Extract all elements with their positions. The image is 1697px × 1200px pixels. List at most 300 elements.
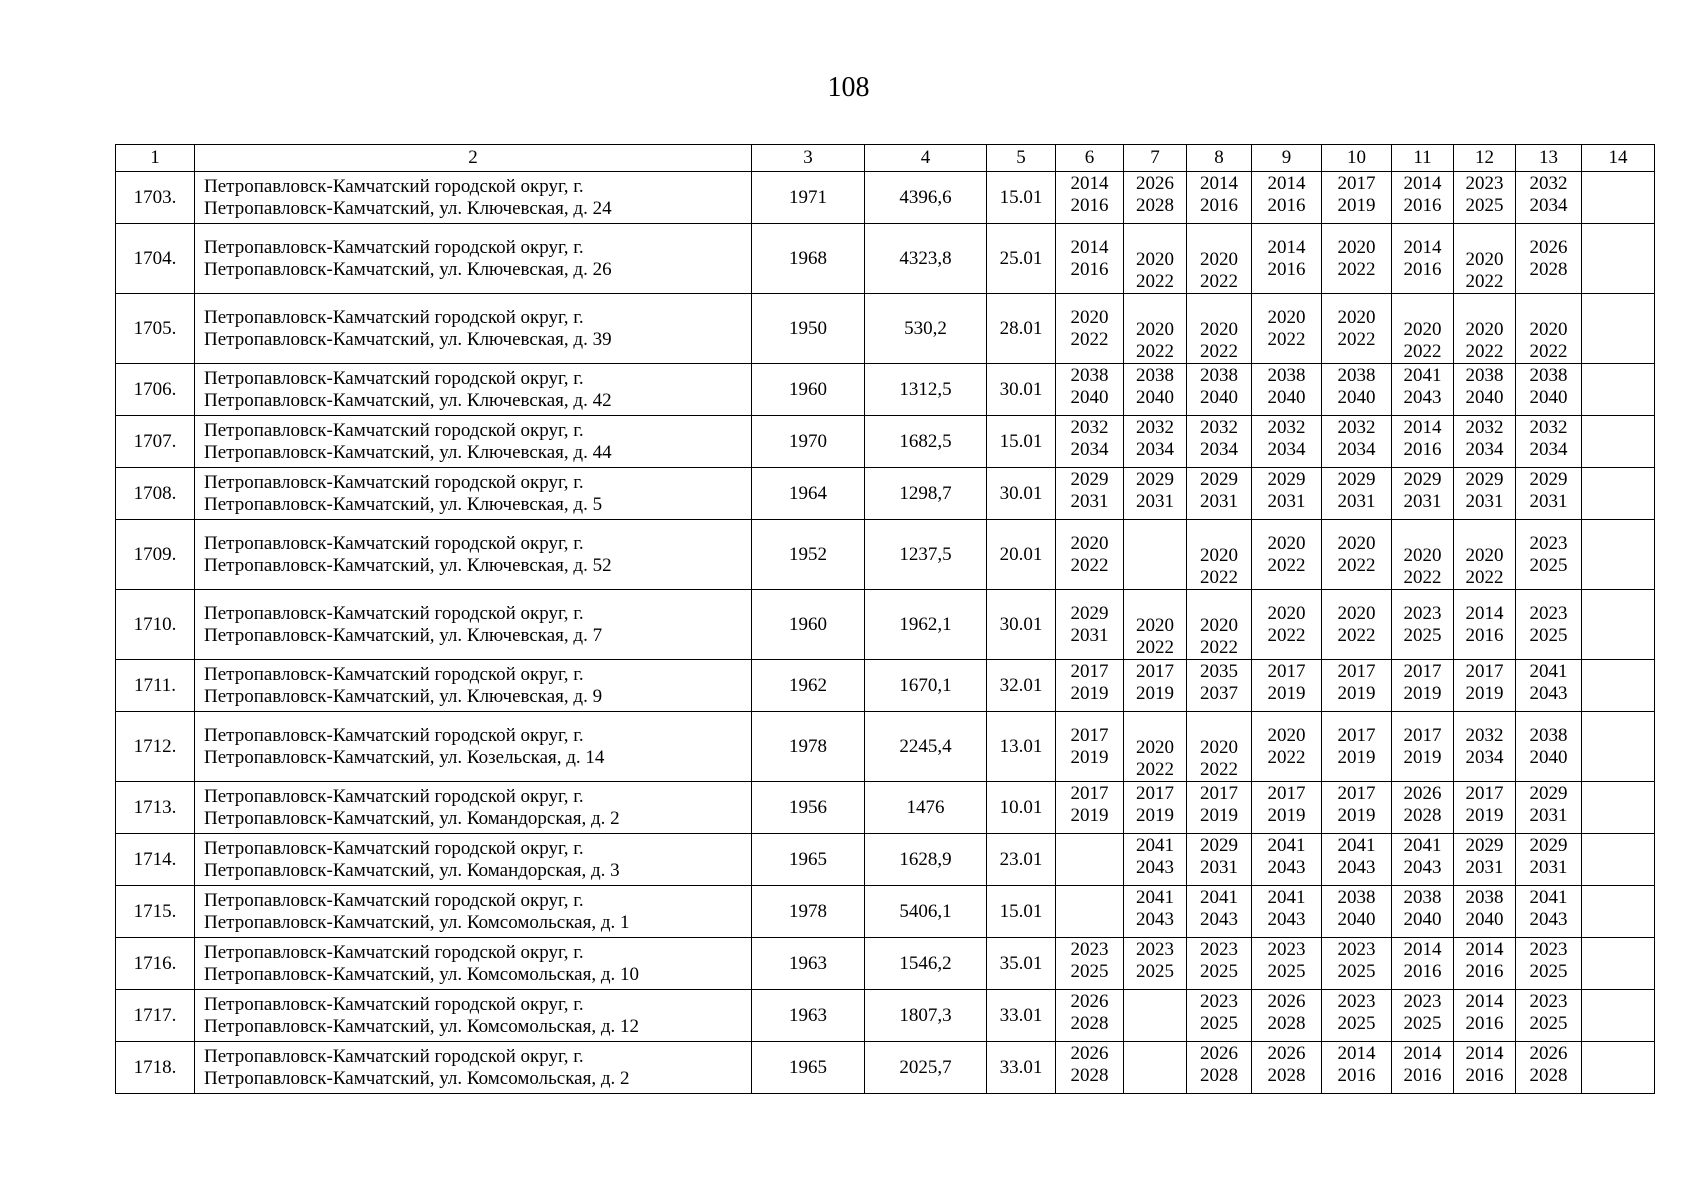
repair-period-cell — [1516, 660, 1582, 712]
total-area: 2025,7 — [865, 1042, 987, 1094]
period-start-year: 2014 — [1070, 236, 1109, 258]
period-end-year: 2016 — [1465, 1012, 1504, 1034]
period-start-year: 2023 — [1403, 602, 1442, 624]
build-year: 1962 — [752, 660, 865, 712]
wear-code: 30.01 — [987, 364, 1056, 416]
period-start-year: 2017 — [1070, 660, 1109, 682]
period-end-year: 2031 — [1465, 490, 1504, 512]
repair-period-cell — [1516, 712, 1582, 782]
period-start-year: 2038 — [1465, 364, 1504, 386]
period-end-year: 2040 — [1337, 386, 1376, 408]
period-end-year: 2028 — [1529, 1064, 1568, 1086]
repair-period-cell — [1582, 364, 1655, 416]
build-year: 1960 — [752, 590, 865, 660]
address-cell — [195, 294, 752, 364]
address-cell — [195, 172, 752, 224]
address-line: Петропавловск-Камчатский, ул. Ключевская, д. 5 — [204, 493, 603, 515]
repair-period-cell — [1124, 468, 1187, 520]
address-line: Петропавловск-Камчатский городской округ, г. — [204, 419, 584, 441]
repair-period-cell — [1252, 886, 1322, 938]
period-start-year: 2023 — [1337, 938, 1376, 960]
period-start-year: 2020 — [1200, 736, 1238, 758]
period-end-year: 2022 — [1403, 566, 1442, 588]
total-area: 4396,6 — [865, 172, 987, 224]
period-end-year: 2022 — [1403, 340, 1442, 362]
repair-period-cell — [1252, 172, 1322, 224]
repair-period-cell — [1252, 834, 1322, 886]
period-end-year: 2025 — [1529, 960, 1568, 982]
repair-period-cell — [1322, 938, 1392, 990]
repair-period-cell — [1454, 782, 1516, 834]
repair-period-cell — [1516, 590, 1582, 660]
address-cell — [195, 886, 752, 938]
column-header: 10 — [1322, 145, 1392, 172]
period-end-year: 2031 — [1403, 490, 1442, 512]
table-row — [116, 172, 1655, 224]
period-start-year: 2038 — [1267, 364, 1306, 386]
period-start-year: 2017 — [1337, 782, 1376, 804]
address-cell — [195, 990, 752, 1042]
period-end-year: 2022 — [1337, 328, 1376, 350]
period-start-year: 2038 — [1136, 364, 1174, 386]
period-end-year: 2031 — [1136, 490, 1174, 512]
period-start-year: 2041 — [1267, 834, 1306, 856]
address-line: Петропавловск-Камчатский городской округ, г. — [204, 941, 584, 963]
period-start-year: 2014 — [1267, 172, 1306, 194]
period-start-year: 2014 — [1267, 236, 1306, 258]
period-end-year: 2016 — [1267, 258, 1306, 280]
column-header: 2 — [195, 145, 752, 172]
period-end-year: 2043 — [1267, 856, 1306, 878]
repair-period-cell — [1187, 782, 1252, 834]
repair-period-cell — [1124, 886, 1187, 938]
period-end-year: 2016 — [1070, 258, 1109, 280]
period-end-year: 2028 — [1200, 1064, 1238, 1086]
repair-period-cell — [1454, 468, 1516, 520]
repair-period-cell — [1454, 590, 1516, 660]
period-start-year: 2029 — [1337, 468, 1376, 490]
repair-period-cell — [1454, 712, 1516, 782]
address-cell — [195, 938, 752, 990]
repair-period-cell — [1516, 886, 1582, 938]
period-end-year: 2037 — [1200, 682, 1238, 704]
total-area: 1962,1 — [865, 590, 987, 660]
period-start-year: 2023 — [1529, 938, 1568, 960]
repair-period-cell — [1582, 468, 1655, 520]
period-start-year: 2014 — [1403, 416, 1442, 438]
repair-period-cell — [1056, 834, 1124, 886]
address-cell — [195, 468, 752, 520]
row-number: 1703. — [116, 172, 195, 224]
period-end-year: 2043 — [1403, 386, 1442, 408]
period-end-year: 2031 — [1070, 624, 1109, 646]
repair-period-cell — [1322, 224, 1392, 294]
repair-period-cell — [1392, 468, 1454, 520]
repair-period-cell — [1454, 364, 1516, 416]
address-line: Петропавловск-Камчатский городской округ, г. — [204, 236, 584, 258]
period-start-year: 2041 — [1529, 886, 1568, 908]
repair-period-cell — [1392, 364, 1454, 416]
repair-period-cell — [1124, 520, 1187, 590]
column-header: 11 — [1392, 145, 1454, 172]
period-start-year: 2026 — [1070, 990, 1109, 1012]
repair-period-cell — [1454, 416, 1516, 468]
repair-period-cell — [1392, 590, 1454, 660]
repair-period-cell — [1252, 224, 1322, 294]
build-year: 1960 — [752, 364, 865, 416]
wear-code: 23.01 — [987, 834, 1056, 886]
period-end-year: 2022 — [1136, 270, 1174, 292]
total-area: 530,2 — [865, 294, 987, 364]
repair-period-cell — [1187, 712, 1252, 782]
address-line: Петропавловск-Камчатский, ул. Ключевская, д. 26 — [204, 258, 612, 280]
total-area: 1807,3 — [865, 990, 987, 1042]
repair-period-cell — [1056, 782, 1124, 834]
period-end-year: 2028 — [1403, 804, 1442, 826]
repair-period-cell — [1056, 294, 1124, 364]
total-area: 1298,7 — [865, 468, 987, 520]
repair-period-cell — [1454, 660, 1516, 712]
repair-period-cell — [1187, 172, 1252, 224]
repair-period-cell — [1454, 224, 1516, 294]
repair-period-cell — [1582, 782, 1655, 834]
repair-period-cell — [1516, 938, 1582, 990]
table-row — [116, 834, 1655, 886]
wear-code: 10.01 — [987, 782, 1056, 834]
period-end-year: 2016 — [1267, 194, 1306, 216]
period-start-year: 2020 — [1337, 532, 1376, 554]
period-start-year: 2017 — [1337, 724, 1376, 746]
period-start-year: 2041 — [1200, 886, 1238, 908]
address-line: Петропавловск-Камчатский городской округ, г. — [204, 724, 584, 746]
period-end-year: 2025 — [1403, 1012, 1442, 1034]
repair-period-cell — [1582, 938, 1655, 990]
period-start-year: 2041 — [1337, 834, 1376, 856]
period-end-year: 2022 — [1337, 624, 1376, 646]
period-start-year: 2026 — [1267, 990, 1306, 1012]
repair-period-cell — [1582, 712, 1655, 782]
period-start-year: 2020 — [1070, 532, 1109, 554]
period-start-year: 2014 — [1465, 1042, 1504, 1064]
repair-period-cell — [1187, 990, 1252, 1042]
repair-period-cell — [1056, 886, 1124, 938]
wear-code: 33.01 — [987, 1042, 1056, 1094]
period-end-year: 2016 — [1403, 258, 1442, 280]
build-year: 1968 — [752, 224, 865, 294]
period-end-year: 2040 — [1267, 386, 1306, 408]
period-end-year: 2034 — [1465, 746, 1504, 768]
table-row — [116, 224, 1655, 294]
repair-period-cell — [1056, 660, 1124, 712]
period-start-year: 2038 — [1465, 886, 1504, 908]
repair-period-cell — [1252, 364, 1322, 416]
address-line: Петропавловск-Камчатский, ул. Ключевская, д. 9 — [204, 685, 603, 707]
period-end-year: 2022 — [1337, 554, 1376, 576]
repair-period-cell — [1582, 660, 1655, 712]
repair-period-cell — [1392, 416, 1454, 468]
period-start-year: 2032 — [1267, 416, 1306, 438]
repair-period-cell — [1582, 990, 1655, 1042]
period-start-year: 2017 — [1200, 782, 1238, 804]
row-number: 1715. — [116, 886, 195, 938]
repair-period-cell — [1516, 364, 1582, 416]
table-row — [116, 468, 1655, 520]
repair-period-cell — [1392, 660, 1454, 712]
period-start-year: 2020 — [1136, 736, 1174, 758]
row-number: 1713. — [116, 782, 195, 834]
wear-code: 30.01 — [987, 468, 1056, 520]
period-end-year: 2019 — [1267, 682, 1306, 704]
period-end-year: 2016 — [1403, 1064, 1442, 1086]
total-area: 1546,2 — [865, 938, 987, 990]
repair-period-cell — [1056, 1042, 1124, 1094]
period-start-year: 2029 — [1529, 834, 1568, 856]
column-header: 5 — [987, 145, 1056, 172]
repair-period-cell — [1187, 938, 1252, 990]
row-number: 1710. — [116, 590, 195, 660]
table-row — [116, 1042, 1655, 1094]
period-end-year: 2040 — [1200, 386, 1238, 408]
period-end-year: 2043 — [1136, 856, 1174, 878]
address-line: Петропавловск-Камчатский городской округ, г. — [204, 471, 584, 493]
row-number: 1714. — [116, 834, 195, 886]
period-start-year: 2020 — [1337, 602, 1376, 624]
period-end-year: 2025 — [1337, 1012, 1376, 1034]
period-start-year: 2023 — [1529, 990, 1568, 1012]
period-start-year: 2029 — [1267, 468, 1306, 490]
address-line: Петропавловск-Камчатский, ул. Комсомольская, д. 12 — [204, 1015, 639, 1037]
repair-period-cell — [1392, 1042, 1454, 1094]
column-header: 9 — [1252, 145, 1322, 172]
period-start-year: 2032 — [1529, 172, 1568, 194]
period-end-year: 2025 — [1529, 1012, 1568, 1034]
period-end-year: 2025 — [1529, 624, 1568, 646]
period-start-year: 2017 — [1403, 724, 1442, 746]
period-start-year: 2020 — [1136, 614, 1174, 636]
repair-period-cell — [1056, 990, 1124, 1042]
period-end-year: 2031 — [1267, 490, 1306, 512]
column-header: 4 — [865, 145, 987, 172]
period-start-year: 2029 — [1200, 468, 1238, 490]
column-header: 6 — [1056, 145, 1124, 172]
address-line: Петропавловск-Камчатский, ул. Ключевская, д. 39 — [204, 328, 612, 350]
column-header: 8 — [1187, 145, 1252, 172]
period-start-year: 2014 — [1465, 938, 1504, 960]
period-end-year: 2016 — [1403, 960, 1442, 982]
period-start-year: 2029 — [1529, 468, 1568, 490]
period-end-year: 2028 — [1070, 1012, 1109, 1034]
period-end-year: 2022 — [1529, 340, 1568, 362]
repair-period-cell — [1582, 416, 1655, 468]
period-end-year: 2040 — [1529, 746, 1568, 768]
repair-period-cell — [1322, 364, 1392, 416]
period-start-year: 2026 — [1070, 1042, 1109, 1064]
period-end-year: 2025 — [1267, 960, 1306, 982]
wear-code: 15.01 — [987, 416, 1056, 468]
period-start-year: 2017 — [1465, 660, 1504, 682]
period-end-year: 2031 — [1529, 856, 1568, 878]
build-year: 1964 — [752, 468, 865, 520]
period-start-year: 2017 — [1070, 782, 1109, 804]
period-end-year: 2043 — [1200, 908, 1238, 930]
period-end-year: 2022 — [1337, 258, 1376, 280]
table-row — [116, 886, 1655, 938]
address-line: Петропавловск-Камчатский, ул. Ключевская, д. 42 — [204, 389, 612, 411]
period-start-year: 2038 — [1200, 364, 1238, 386]
period-start-year: 2029 — [1465, 834, 1504, 856]
repair-period-cell — [1392, 782, 1454, 834]
repair-period-cell — [1124, 590, 1187, 660]
period-end-year: 2025 — [1070, 960, 1109, 982]
period-end-year: 2022 — [1200, 270, 1238, 292]
wear-code: 35.01 — [987, 938, 1056, 990]
repair-period-cell — [1187, 834, 1252, 886]
repair-period-cell — [1056, 364, 1124, 416]
period-end-year: 2019 — [1337, 804, 1376, 826]
row-number: 1711. — [116, 660, 195, 712]
period-end-year: 2019 — [1337, 682, 1376, 704]
repair-period-cell — [1392, 886, 1454, 938]
address-line: Петропавловск-Камчатский, ул. Козельская, д. 14 — [204, 746, 605, 768]
build-year: 1963 — [752, 990, 865, 1042]
address-line: Петропавловск-Камчатский городской округ, г. — [204, 532, 584, 554]
period-start-year: 2029 — [1403, 468, 1442, 490]
repair-period-cell — [1124, 1042, 1187, 1094]
period-start-year: 2038 — [1529, 364, 1568, 386]
address-line: Петропавловск-Камчатский, ул. Комсомольская, д. 2 — [204, 1067, 630, 1089]
address-line: Петропавловск-Камчатский городской округ, г. — [204, 993, 584, 1015]
period-end-year: 2025 — [1529, 554, 1568, 576]
build-year: 1971 — [752, 172, 865, 224]
period-start-year: 2014 — [1465, 602, 1504, 624]
period-end-year: 2031 — [1529, 804, 1568, 826]
total-area: 2245,4 — [865, 712, 987, 782]
period-end-year: 2022 — [1465, 340, 1504, 362]
period-start-year: 2020 — [1465, 544, 1504, 566]
period-end-year: 2028 — [1070, 1064, 1109, 1086]
build-year: 1978 — [752, 886, 865, 938]
address-line: Петропавловск-Камчатский городской округ, г. — [204, 663, 584, 685]
period-start-year: 2020 — [1200, 318, 1238, 340]
period-end-year: 2022 — [1267, 624, 1306, 646]
build-year: 1970 — [752, 416, 865, 468]
period-end-year: 2034 — [1070, 438, 1109, 460]
repair-period-cell — [1516, 416, 1582, 468]
repair-period-cell — [1392, 938, 1454, 990]
repair-period-cell — [1392, 224, 1454, 294]
page-number: 108 — [827, 72, 870, 103]
repair-period-cell — [1187, 364, 1252, 416]
repair-period-cell — [1056, 712, 1124, 782]
wear-code: 33.01 — [987, 990, 1056, 1042]
period-start-year: 2020 — [1529, 318, 1568, 340]
period-end-year: 2043 — [1529, 682, 1568, 704]
period-start-year: 2017 — [1337, 172, 1376, 194]
total-area: 1237,5 — [865, 520, 987, 590]
period-end-year: 2019 — [1070, 746, 1109, 768]
repair-period-cell — [1582, 834, 1655, 886]
repair-period-cell — [1056, 520, 1124, 590]
period-start-year: 2032 — [1337, 416, 1376, 438]
repair-period-cell — [1056, 416, 1124, 468]
period-end-year: 2043 — [1267, 908, 1306, 930]
period-start-year: 2026 — [1403, 782, 1442, 804]
repair-period-cell — [1516, 172, 1582, 224]
wear-code: 15.01 — [987, 886, 1056, 938]
period-start-year: 2023 — [1403, 990, 1442, 1012]
period-end-year: 2022 — [1200, 566, 1238, 588]
period-start-year: 2017 — [1136, 660, 1174, 682]
period-end-year: 2022 — [1136, 636, 1174, 658]
repair-period-cell — [1582, 294, 1655, 364]
address-line: Петропавловск-Камчатский городской округ, г. — [204, 1045, 584, 1067]
repair-period-cell — [1124, 294, 1187, 364]
repair-period-cell — [1252, 468, 1322, 520]
period-end-year: 2031 — [1070, 490, 1109, 512]
period-end-year: 2031 — [1200, 490, 1238, 512]
repair-period-cell — [1124, 712, 1187, 782]
period-start-year: 2023 — [1529, 532, 1568, 554]
period-start-year: 2014 — [1200, 172, 1238, 194]
address-line: Петропавловск-Камчатский, ул. Командорская, д. 3 — [204, 859, 620, 881]
table-row — [116, 782, 1655, 834]
repair-period-cell — [1454, 834, 1516, 886]
repair-period-cell — [1124, 990, 1187, 1042]
repair-period-cell — [1187, 416, 1252, 468]
period-end-year: 2034 — [1267, 438, 1306, 460]
row-number: 1709. — [116, 520, 195, 590]
repair-period-cell — [1322, 520, 1392, 590]
repair-period-cell — [1187, 660, 1252, 712]
period-start-year: 2032 — [1136, 416, 1174, 438]
period-end-year: 2022 — [1070, 328, 1109, 350]
repair-period-cell — [1056, 468, 1124, 520]
repair-period-cell — [1187, 520, 1252, 590]
period-start-year: 2026 — [1136, 172, 1174, 194]
column-header: 12 — [1454, 145, 1516, 172]
period-end-year: 2043 — [1529, 908, 1568, 930]
repair-period-cell — [1322, 990, 1392, 1042]
period-end-year: 2025 — [1337, 960, 1376, 982]
period-start-year: 2017 — [1136, 782, 1174, 804]
period-start-year: 2029 — [1070, 468, 1109, 490]
period-start-year: 2026 — [1200, 1042, 1238, 1064]
row-number: 1708. — [116, 468, 195, 520]
row-number: 1718. — [116, 1042, 195, 1094]
period-end-year: 2022 — [1465, 270, 1504, 292]
repair-period-cell — [1392, 834, 1454, 886]
period-end-year: 2019 — [1200, 804, 1238, 826]
address-line: Петропавловск-Камчатский, ул. Ключевская, д. 44 — [204, 441, 612, 463]
period-end-year: 2034 — [1200, 438, 1238, 460]
column-number-header-row — [116, 145, 1655, 172]
repair-period-cell — [1252, 712, 1322, 782]
address-cell — [195, 520, 752, 590]
total-area: 1682,5 — [865, 416, 987, 468]
period-end-year: 2043 — [1136, 908, 1174, 930]
period-start-year: 2020 — [1136, 318, 1174, 340]
period-end-year: 2019 — [1337, 194, 1376, 216]
period-start-year: 2032 — [1529, 416, 1568, 438]
address-cell — [195, 1042, 752, 1094]
repair-period-cell — [1124, 364, 1187, 416]
period-start-year: 2020 — [1267, 532, 1306, 554]
period-start-year: 2014 — [1465, 990, 1504, 1012]
period-end-year: 2025 — [1403, 624, 1442, 646]
row-number: 1716. — [116, 938, 195, 990]
wear-code: 25.01 — [987, 224, 1056, 294]
period-end-year: 2040 — [1529, 386, 1568, 408]
